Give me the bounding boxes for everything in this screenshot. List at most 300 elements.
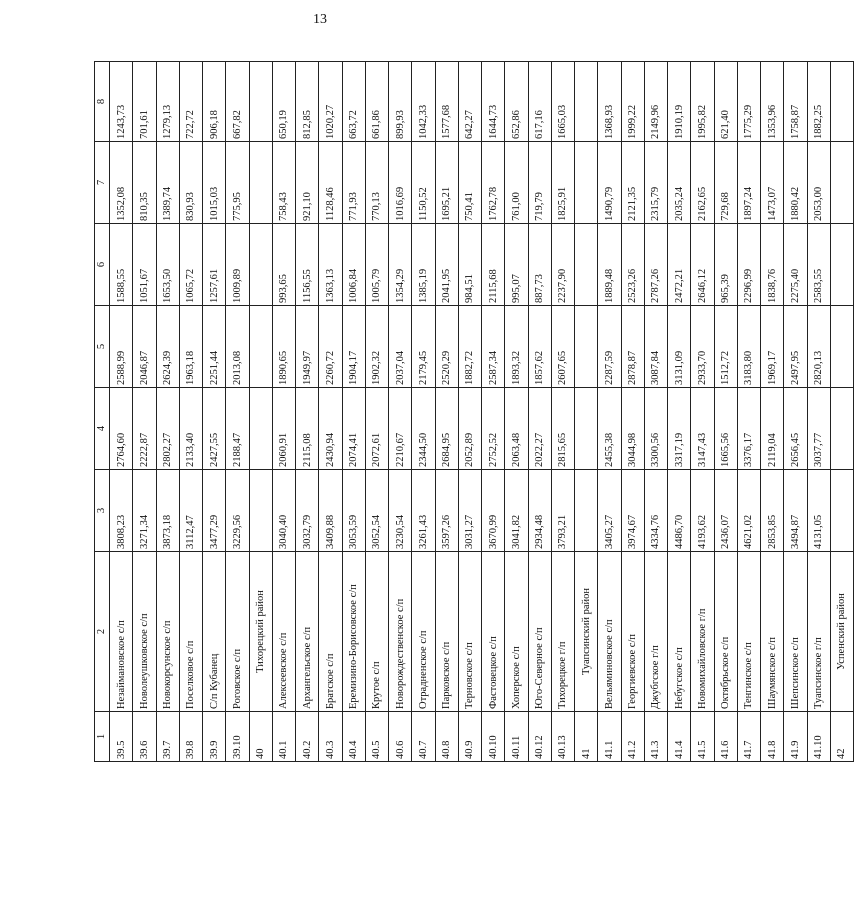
row-name: Крутое с/п: [365, 552, 388, 712]
value-cell: 3670,99: [482, 470, 505, 552]
value-cell: 3793,21: [551, 470, 574, 552]
value-cell: 2119,04: [761, 388, 784, 470]
value-cell: 2607,65: [551, 306, 574, 388]
table-row: [389, 62, 412, 762]
value-cell: 1893,32: [505, 306, 528, 388]
value-cell: 3597,26: [435, 470, 458, 552]
value-cell: [575, 388, 598, 470]
value-cell: 667,82: [226, 62, 249, 142]
value-cell: 1353,96: [761, 62, 784, 142]
row-name: Джубгское г/п: [644, 552, 667, 712]
data-table: [94, 61, 854, 762]
row-code: 39.6: [133, 712, 156, 762]
value-cell: 2210,67: [389, 388, 412, 470]
value-cell: 2430,94: [319, 388, 342, 470]
value-cell: 2878,87: [621, 306, 644, 388]
value-cell: 1005,79: [365, 224, 388, 306]
value-cell: 2436,07: [714, 470, 737, 552]
row-name: Братское с/п: [319, 552, 342, 712]
value-cell: 663,72: [342, 62, 365, 142]
value-cell: 1042,33: [412, 62, 435, 142]
table-row: [272, 62, 295, 762]
row-name: Успенский район: [830, 552, 853, 712]
value-cell: 758,43: [272, 142, 295, 224]
value-cell: 887,73: [528, 224, 551, 306]
value-cell: 1838,76: [761, 224, 784, 306]
value-cell: 2237,90: [551, 224, 574, 306]
value-cell: 1758,87: [784, 62, 807, 142]
value-cell: 2260,72: [319, 306, 342, 388]
value-cell: 2162,65: [691, 142, 714, 224]
value-cell: 1473,07: [761, 142, 784, 224]
table-row: [110, 62, 133, 762]
value-cell: 1644,73: [482, 62, 505, 142]
row-name: Терновское с/п: [458, 552, 481, 712]
value-cell: 1882,72: [458, 306, 481, 388]
value-cell: 775,95: [226, 142, 249, 224]
value-cell: 761,00: [505, 142, 528, 224]
value-cell: 1389,74: [156, 142, 179, 224]
value-cell: 2133,40: [179, 388, 202, 470]
row-code: 40: [249, 712, 272, 762]
table-row: [342, 62, 365, 762]
column-header: 3: [95, 470, 110, 552]
value-cell: 2013,08: [226, 306, 249, 388]
row-name: Поселковое с/п: [179, 552, 202, 712]
row-name: Новокорсунское с/п: [156, 552, 179, 712]
value-cell: 1577,68: [435, 62, 458, 142]
value-cell: 3040,40: [272, 470, 295, 552]
value-cell: 2115,68: [482, 224, 505, 306]
row-code: 39.8: [179, 712, 202, 762]
value-cell: 1969,17: [761, 306, 784, 388]
row-code: 40.13: [551, 712, 574, 762]
table-row: [482, 62, 505, 762]
value-cell: 2820,13: [807, 306, 830, 388]
value-cell: 2427,55: [203, 388, 226, 470]
table-row: [784, 62, 807, 762]
value-cell: 2802,27: [156, 388, 179, 470]
row-name: Роговское с/п: [226, 552, 249, 712]
value-cell: 2275,40: [784, 224, 807, 306]
column-header: 2: [95, 552, 110, 712]
value-cell: 1051,67: [133, 224, 156, 306]
value-cell: 1857,62: [528, 306, 551, 388]
value-cell: 1910,19: [668, 62, 691, 142]
table-row: [226, 62, 249, 762]
value-cell: 3032,79: [296, 470, 319, 552]
value-cell: 1653,50: [156, 224, 179, 306]
value-cell: 2052,89: [458, 388, 481, 470]
value-cell: 2046,87: [133, 306, 156, 388]
value-cell: 1995,82: [691, 62, 714, 142]
value-cell: 2455,38: [598, 388, 621, 470]
value-cell: 2646,12: [691, 224, 714, 306]
value-cell: 652,86: [505, 62, 528, 142]
value-cell: [249, 388, 272, 470]
value-cell: 995,07: [505, 224, 528, 306]
value-cell: 2583,55: [807, 224, 830, 306]
row-code: 39.5: [110, 712, 133, 762]
value-cell: 1257,61: [203, 224, 226, 306]
value-cell: 2149,96: [644, 62, 667, 142]
column-header: 7: [95, 142, 110, 224]
value-cell: [249, 142, 272, 224]
value-cell: 1150,52: [412, 142, 435, 224]
row-code: 39.9: [203, 712, 226, 762]
value-cell: 771,93: [342, 142, 365, 224]
value-cell: 3974,67: [621, 470, 644, 552]
value-cell: 722,72: [179, 62, 202, 142]
value-cell: 2315,79: [644, 142, 667, 224]
value-cell: 1128,46: [319, 142, 342, 224]
value-cell: 2587,34: [482, 306, 505, 388]
value-cell: 719,79: [528, 142, 551, 224]
value-cell: 2684,95: [435, 388, 458, 470]
value-cell: 1363,13: [319, 224, 342, 306]
row-code: 40.7: [412, 712, 435, 762]
table-row: [598, 62, 621, 762]
value-cell: 4193,62: [691, 470, 714, 552]
value-cell: 1588,55: [110, 224, 133, 306]
header-row: [95, 62, 110, 762]
row-name: Алексеевское с/п: [272, 552, 295, 712]
value-cell: 2523,26: [621, 224, 644, 306]
table-row: [807, 62, 830, 762]
row-name: Вельяминовское с/п: [598, 552, 621, 712]
row-name: Отрадненское с/п: [412, 552, 435, 712]
value-cell: 3261,43: [412, 470, 435, 552]
value-cell: 1368,93: [598, 62, 621, 142]
value-cell: 770,13: [365, 142, 388, 224]
value-cell: 2497,95: [784, 306, 807, 388]
value-cell: 642,27: [458, 62, 481, 142]
value-cell: 2179,45: [412, 306, 435, 388]
value-cell: 1020,27: [319, 62, 342, 142]
row-code: 40.2: [296, 712, 319, 762]
row-name: Тихорецкий район: [249, 552, 272, 712]
value-cell: 2933,70: [691, 306, 714, 388]
row-name: Тихорецкое г/п: [551, 552, 574, 712]
value-cell: [830, 388, 853, 470]
row-code: 41.2: [621, 712, 644, 762]
row-code: 40.10: [482, 712, 505, 762]
value-cell: 661,86: [365, 62, 388, 142]
table-row: [644, 62, 667, 762]
value-cell: [575, 470, 598, 552]
value-cell: 2037,04: [389, 306, 412, 388]
value-cell: 1016,69: [389, 142, 412, 224]
value-cell: 1904,17: [342, 306, 365, 388]
row-code: 41.3: [644, 712, 667, 762]
value-cell: 3037,77: [807, 388, 830, 470]
value-cell: 3317,19: [668, 388, 691, 470]
value-cell: 1006,84: [342, 224, 365, 306]
table-row: [621, 62, 644, 762]
value-cell: 1695,21: [435, 142, 458, 224]
column-header: 8: [95, 62, 110, 142]
table-row: [435, 62, 458, 762]
value-cell: 2022,27: [528, 388, 551, 470]
value-cell: 621,40: [714, 62, 737, 142]
value-cell: 3053,59: [342, 470, 365, 552]
value-cell: 4621,02: [737, 470, 760, 552]
table-body: [110, 62, 854, 762]
value-cell: 2656,45: [784, 388, 807, 470]
section-row: [249, 62, 272, 762]
row-name: С/п Кубанец: [203, 552, 226, 712]
value-cell: 1156,55: [296, 224, 319, 306]
row-name: Шепсинское с/п: [784, 552, 807, 712]
column-header: 1: [95, 712, 110, 762]
row-code: 40.5: [365, 712, 388, 762]
value-cell: 1665,03: [551, 62, 574, 142]
row-name: Новолеушковское с/п: [133, 552, 156, 712]
value-cell: 729,68: [714, 142, 737, 224]
table-wrapper: [94, 62, 854, 762]
value-cell: 1825,91: [551, 142, 574, 224]
value-cell: [249, 470, 272, 552]
value-cell: 2188,47: [226, 388, 249, 470]
table-row: [156, 62, 179, 762]
row-code: 40.3: [319, 712, 342, 762]
value-cell: 2072,61: [365, 388, 388, 470]
row-name: Георгиевское с/п: [621, 552, 644, 712]
row-name: Незаймановское с/п: [110, 552, 133, 712]
value-cell: 3230,54: [389, 470, 412, 552]
row-name: Тенгинское с/п: [737, 552, 760, 712]
row-code: 40.4: [342, 712, 365, 762]
table-row: [551, 62, 574, 762]
row-name: Хоперское с/п: [505, 552, 528, 712]
row-code: 40.1: [272, 712, 295, 762]
value-cell: [830, 224, 853, 306]
value-cell: 3409,88: [319, 470, 342, 552]
value-cell: 1897,24: [737, 142, 760, 224]
table-row: [412, 62, 435, 762]
row-code: 41.7: [737, 712, 760, 762]
table-row: [714, 62, 737, 762]
table-row: [691, 62, 714, 762]
value-cell: 2815,65: [551, 388, 574, 470]
value-cell: 1999,22: [621, 62, 644, 142]
value-cell: [575, 224, 598, 306]
value-cell: [830, 306, 853, 388]
column-header: 5: [95, 306, 110, 388]
value-cell: 3183,80: [737, 306, 760, 388]
table-row: [133, 62, 156, 762]
value-cell: 2787,26: [644, 224, 667, 306]
value-cell: 2296,99: [737, 224, 760, 306]
row-code: 41.1: [598, 712, 621, 762]
value-cell: [249, 62, 272, 142]
value-cell: [575, 62, 598, 142]
value-cell: 3808,23: [110, 470, 133, 552]
value-cell: 1279,13: [156, 62, 179, 142]
value-cell: 2121,35: [621, 142, 644, 224]
value-cell: 3147,43: [691, 388, 714, 470]
value-cell: 617,16: [528, 62, 551, 142]
value-cell: 1243,73: [110, 62, 133, 142]
value-cell: 1490,79: [598, 142, 621, 224]
value-cell: 3300,56: [644, 388, 667, 470]
row-name: Новорождественское с/п: [389, 552, 412, 712]
value-cell: 2063,48: [505, 388, 528, 470]
row-code: 40.11: [505, 712, 528, 762]
value-cell: 1882,25: [807, 62, 830, 142]
row-name: Октябрьское с/п: [714, 552, 737, 712]
row-name: Фастовецкое с/п: [482, 552, 505, 712]
table-row: [761, 62, 784, 762]
value-cell: 3131,09: [668, 306, 691, 388]
row-name: Парковское с/п: [435, 552, 458, 712]
row-name: Юго-Северное с/п: [528, 552, 551, 712]
value-cell: 2588,99: [110, 306, 133, 388]
rotated-table-frame: [94, 62, 848, 822]
row-code: 41.9: [784, 712, 807, 762]
value-cell: 965,39: [714, 224, 737, 306]
value-cell: 3494,87: [784, 470, 807, 552]
value-cell: 1015,03: [203, 142, 226, 224]
value-cell: 1354,29: [389, 224, 412, 306]
value-cell: 1009,89: [226, 224, 249, 306]
row-code: 40.12: [528, 712, 551, 762]
row-name: Туапсинский район: [575, 552, 598, 712]
value-cell: 4334,76: [644, 470, 667, 552]
row-code: 41: [575, 712, 598, 762]
column-header: 6: [95, 224, 110, 306]
table-row: [319, 62, 342, 762]
table-row: [528, 62, 551, 762]
table-row: [203, 62, 226, 762]
value-cell: 3044,98: [621, 388, 644, 470]
value-cell: 906,18: [203, 62, 226, 142]
row-name: Еремизино-Борисовское с/п: [342, 552, 365, 712]
row-code: 41.10: [807, 712, 830, 762]
value-cell: 1775,29: [737, 62, 760, 142]
value-cell: 2222,87: [133, 388, 156, 470]
value-cell: 2752,52: [482, 388, 505, 470]
value-cell: 2764,60: [110, 388, 133, 470]
row-code: 39.10: [226, 712, 249, 762]
value-cell: [830, 62, 853, 142]
value-cell: 1762,78: [482, 142, 505, 224]
value-cell: 4131,05: [807, 470, 830, 552]
value-cell: 1949,97: [296, 306, 319, 388]
value-cell: [249, 224, 272, 306]
value-cell: 3271,34: [133, 470, 156, 552]
row-name: Новомихайловское г/п: [691, 552, 714, 712]
row-code: 40.8: [435, 712, 458, 762]
table-row: [458, 62, 481, 762]
row-code: 42: [830, 712, 853, 762]
value-cell: 3376,17: [737, 388, 760, 470]
value-cell: 3052,54: [365, 470, 388, 552]
value-cell: 1880,42: [784, 142, 807, 224]
column-header: 4: [95, 388, 110, 470]
value-cell: [575, 306, 598, 388]
value-cell: [575, 142, 598, 224]
row-name: Архангельское с/п: [296, 552, 319, 712]
value-cell: 3112,47: [179, 470, 202, 552]
value-cell: 2624,39: [156, 306, 179, 388]
value-cell: 1902,32: [365, 306, 388, 388]
page-number: 13: [313, 12, 327, 27]
value-cell: 2344,50: [412, 388, 435, 470]
table-row: [365, 62, 388, 762]
value-cell: 921,10: [296, 142, 319, 224]
value-cell: 1963,18: [179, 306, 202, 388]
table-row: [179, 62, 202, 762]
value-cell: 3041,82: [505, 470, 528, 552]
value-cell: 984,51: [458, 224, 481, 306]
value-cell: 3873,18: [156, 470, 179, 552]
value-cell: 1890,65: [272, 306, 295, 388]
value-cell: 812,85: [296, 62, 319, 142]
value-cell: 1665,56: [714, 388, 737, 470]
row-code: 41.6: [714, 712, 737, 762]
table-row: [737, 62, 760, 762]
value-cell: 3477,29: [203, 470, 226, 552]
row-code: 40.9: [458, 712, 481, 762]
value-cell: 2053,00: [807, 142, 830, 224]
value-cell: 1889,48: [598, 224, 621, 306]
value-cell: 993,65: [272, 224, 295, 306]
value-cell: 1385,19: [412, 224, 435, 306]
row-code: 41.8: [761, 712, 784, 762]
value-cell: [249, 306, 272, 388]
row-code: 40.6: [389, 712, 412, 762]
value-cell: 2472,21: [668, 224, 691, 306]
section-row: [575, 62, 598, 762]
value-cell: 3087,84: [644, 306, 667, 388]
value-cell: 1512,72: [714, 306, 737, 388]
value-cell: 2115,08: [296, 388, 319, 470]
table-row: [505, 62, 528, 762]
section-row: [830, 62, 853, 762]
value-cell: 2853,85: [761, 470, 784, 552]
row-code: 41.5: [691, 712, 714, 762]
row-code: 41.4: [668, 712, 691, 762]
value-cell: 3405,27: [598, 470, 621, 552]
value-cell: 810,35: [133, 142, 156, 224]
value-cell: 3229,56: [226, 470, 249, 552]
value-cell: 2060,91: [272, 388, 295, 470]
value-cell: 2520,29: [435, 306, 458, 388]
value-cell: [830, 142, 853, 224]
value-cell: 1352,08: [110, 142, 133, 224]
value-cell: 2035,24: [668, 142, 691, 224]
value-cell: [830, 470, 853, 552]
row-name: Туапсинское г/п: [807, 552, 830, 712]
value-cell: 1065,72: [179, 224, 202, 306]
value-cell: 3031,27: [458, 470, 481, 552]
value-cell: 4486,70: [668, 470, 691, 552]
value-cell: 2934,48: [528, 470, 551, 552]
value-cell: 2287,59: [598, 306, 621, 388]
value-cell: 830,93: [179, 142, 202, 224]
value-cell: 899,93: [389, 62, 412, 142]
row-code: 39.7: [156, 712, 179, 762]
value-cell: 701,61: [133, 62, 156, 142]
value-cell: 2251,44: [203, 306, 226, 388]
row-name: Небугское с/п: [668, 552, 691, 712]
value-cell: 650,19: [272, 62, 295, 142]
value-cell: 2041,95: [435, 224, 458, 306]
value-cell: 750,41: [458, 142, 481, 224]
value-cell: 2074,41: [342, 388, 365, 470]
table-row: [668, 62, 691, 762]
